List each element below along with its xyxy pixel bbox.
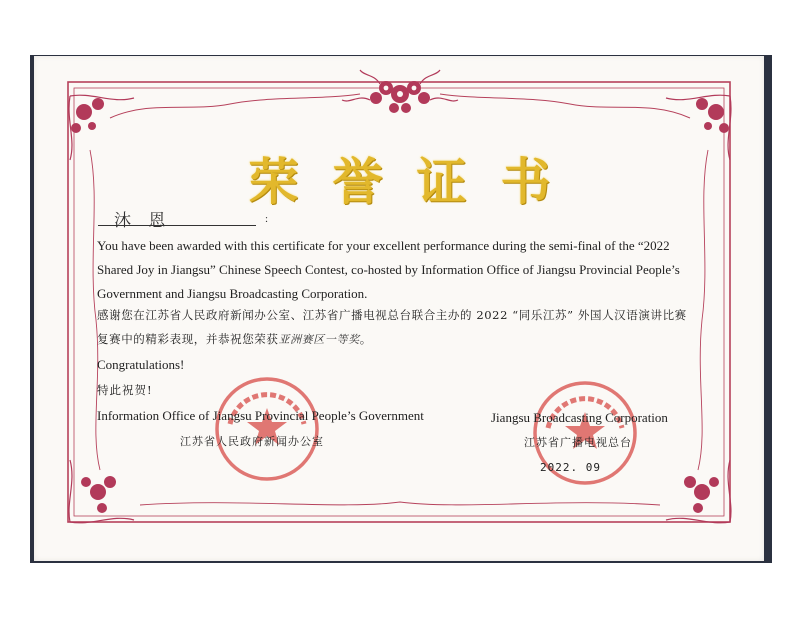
recipient-name: 沐 恩 [114, 211, 172, 231]
congratulations-english: Congratulations! [97, 357, 185, 372]
recipient-underline [98, 225, 256, 226]
floral-corner-icon [658, 452, 738, 532]
flourish-top-right [440, 94, 690, 118]
issuer-left-chinese: 江苏省人民政府新闻办公室 [180, 435, 324, 448]
floral-ornament-icon [340, 64, 460, 124]
issuer-right-english: Jiangsu Broadcasting Corporation [491, 410, 668, 425]
body-text-chinese [97, 303, 697, 352]
issuer-right-chinese: 江苏省广播电视总台 [524, 436, 632, 449]
floral-corner-icon [62, 452, 142, 532]
flourish-bottom [140, 502, 660, 505]
congratulations-chinese: 特此祝贺! [97, 383, 153, 397]
certificate-title: 荣誉证书 [248, 152, 585, 211]
body-text-chinese-main: 感谢您在江苏省人民政府新闻办公室、江苏省广播电视总台联合主办的 2022 “同乐江苏” 外国人汉语演讲比赛复赛中的精彩表现，并恭祝您荣获 [97, 308, 687, 346]
issuer-left-english: Information Office of Jiangsu Provincial People’s Government [97, 408, 424, 423]
award-handwritten: 亚洲赛区一等奖 [278, 333, 360, 346]
body-text-english: You have been awarded with this certificate for your excellent performance during the semi-final of the “2022 Shared Joy in Jiangsu” Chinese Speech Contest, co-hosted by Information Office of Jiangsu Provincial People’s Government and Jiangsu Broadcasting Corporation. [97, 238, 680, 301]
issue-date: 2022. 09 [540, 461, 601, 474]
body-text-chinese-end: 。 [359, 332, 372, 346]
flourish-top-left [110, 94, 360, 118]
recipient-colon: : [265, 213, 269, 225]
official-seal-icon [212, 374, 322, 484]
